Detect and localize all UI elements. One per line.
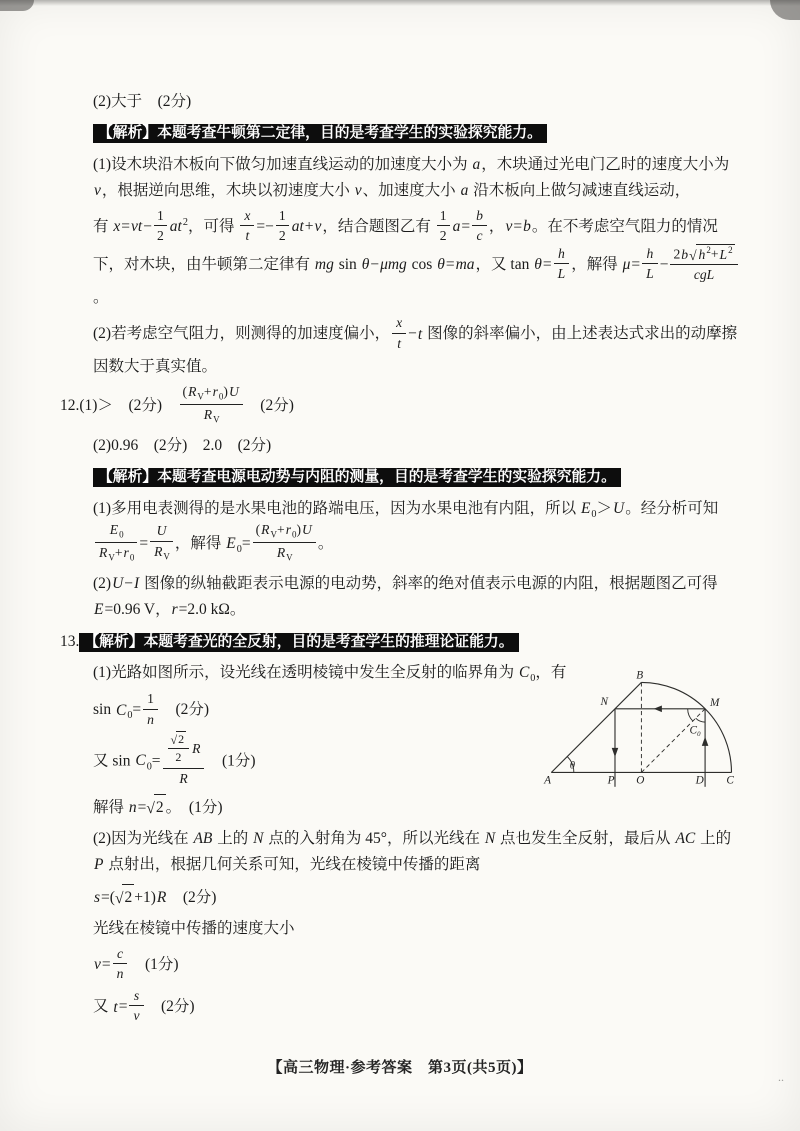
fraction: $\frac{(R_V+r_0)U}{R_V}$ (180, 383, 243, 426)
fraction: $\frac{s}{v}$ (129, 987, 143, 1024)
figure-label-C: C (726, 774, 734, 787)
answers-section-upper (0, 89, 742, 655)
figure-label-O: O (636, 774, 645, 787)
figure-label-N: N (600, 695, 608, 708)
figure-label-B: B (636, 669, 644, 682)
analysis-13-header: 13. 【解析】本题考查光的全反射，目的是考查学生的推理论证能力。 (60, 629, 742, 655)
analysis-11-header (93, 120, 742, 146)
analysis-13-part2: (2)因为光线在 AB 上的 N 点的入射角为 45°，所以光线在 N 点也发生全反射，最后从 AC 上的 P 点射出，根据几何关系可知，光线在棱镜中传播的距离 (93, 829, 732, 874)
figure-label-P: P (607, 774, 615, 787)
fraction: $\frac{x}{t}$ (392, 314, 406, 351)
sqrt-expression: √ $h^2+L^2$ (689, 245, 733, 264)
light-ray-path (615, 709, 705, 787)
angle-marks (567, 709, 705, 773)
prism-diagram-svg (543, 666, 748, 795)
page-footer (0, 1056, 800, 1077)
figure-label-theta: θ (569, 759, 576, 772)
fraction: $\frac{1}{2}$ (437, 207, 450, 244)
analysis-11-part1: (1)设木块沿木板向下做匀加速直线运动的加速度大小为 a，木块通过光电门乙时的速度大小为 v，根据逆向思维，木块以初速度大小 v、加速度大小 a 沿木板向上做匀减速直线运动， (93, 155, 730, 200)
formula-distance: s=(√2 +1)R (2分) (93, 884, 742, 911)
fraction: $\frac{√2}{2}$ R R (163, 733, 205, 787)
fraction: $\frac{√2}{2}$ (168, 731, 190, 765)
sqrt-expression: √2 (170, 731, 185, 747)
fraction: $\frac{U}{R_V}$ (150, 522, 173, 562)
figure-labels (543, 669, 734, 786)
fraction: $\frac{1}{n}$ (143, 690, 158, 727)
fraction: $\frac{h}{L}$ (642, 245, 658, 282)
fraction: $\frac{E_0}{R_V+r_0}$ (95, 521, 137, 564)
figure-label-D: D (695, 774, 704, 787)
analysis-12-part1: (1)多用电表测得的是水果电池的路端电压，因为水果电池有内阻，所以 $E_0>U$。经分析可知 $\frac{E_0}{R_V+r_0}$ = $\frac{U}{R_V}$ ，解得 $E_0=$ $\frac{(R_V+r_0)U}{R_V}$ 。 (93, 499, 719, 563)
fraction: $\frac{(R_V+r_0)U}{R_V}$ (253, 521, 316, 564)
analysis-12-part2: (2)U−I 图像的纵轴截距表示电源的电动势，斜率的绝对值表示电源的内阻，根据题图乙可得 E=0.96 V，r=2.0 kΩ。 (93, 574, 718, 619)
fraction: $\frac{1}{2}$ (276, 207, 289, 244)
scan-artifact-dots: .. (778, 1070, 784, 1084)
fraction: $\frac{1}{2}$ (154, 207, 167, 244)
fraction: $\frac{x}{t}$ (240, 207, 254, 244)
fraction: $\frac{b}{c}$ (472, 207, 487, 244)
formula-time: 又 t= $\frac{s}{v}$ (2分) (93, 988, 195, 1024)
text-speed-intro: 光线在棱镜中传播的速度大小 (93, 919, 295, 937)
analysis-11-formula: 有 x=vt− $\frac{1}{2}$ $at^2$，可得 $\frac{x}{t}$ =− $\frac{1}{2}$ at+v，结合题图乙有 $\frac{1}{2}$ a= $\frac{b}{c}$ ，v=b。在不考虑空气阻力的情况下，对木块，由牛顿第二定律有 mg sin θ−μmg cos θ=ma，又 tan θ= $\frac{h}{L}$ ，解得 μ= $\frac{h}{L}$ − $\frac{2b√ h^2+L^2}{\text{cgL}}$ 。 (93, 209, 742, 311)
sqrt-expression: √2 (146, 794, 165, 821)
fraction: $\frac{h}{L}$ (554, 245, 570, 282)
answer-12-1: 12.(1)＞ (2分) $\frac{(R_V+r_0)U}{R_V}$ (2分) (60, 383, 294, 425)
formula-speed: v= $\frac{c}{n}$ (1分) (94, 946, 179, 982)
figure-label-A: A (544, 774, 552, 787)
analysis-12-header (93, 464, 742, 490)
analysis-13-part1: (1)光路如图所示，设光线在透明棱镜中发生全反射的临界角为 $C_0$，有 (93, 663, 567, 685)
formula-critical-angle-geometry: 又 $\sin C_0=$ $\frac{√2}{2}$ R R (1分) (93, 731, 256, 786)
sqrt-expression: √2 (115, 884, 134, 911)
footer-text: 【高三物理·参考答案 第3页(共5页)】 (267, 1060, 533, 1076)
answer-11-2: (2)大于 (2分) (93, 93, 192, 110)
figure-label-C0: C₀ (689, 724, 701, 737)
optics-prism-diagram (543, 666, 748, 800)
fraction: $\frac{2b√ h^2+L^2}{\text{cgL}}$ (670, 244, 737, 283)
fraction: $\frac{c}{n}$ (113, 945, 128, 982)
analysis-highlight: 【解析】本题考查牛顿第二定律，目的是考查学生的实验探究能力。 (93, 124, 547, 143)
formula-index: 解得 n=√2 。 (1分) (93, 794, 742, 821)
analysis-highlight: 【解析】本题考查光的全反射，目的是考查学生的推理论证能力。 (79, 633, 518, 652)
figure-label-M: M (710, 696, 720, 709)
formula-critical-angle: $\sin C_0=$ $\frac{1}{n}$ (2分) (93, 691, 210, 727)
analysis-11-part2: (2)若考虑空气阻力，则测得的加速度偏小， $\frac{x}{t}$ −t 图像的斜率偏小，由上述表达式求出的动摩擦因数大于真实值。 (93, 315, 738, 375)
analysis-highlight: 【解析】本题考查电源电动势与内阻的测量，目的是考查学生的实验探究能力。 (93, 468, 621, 487)
answer-12-2: (2)0.96 (2分) 2.0 (2分) (93, 436, 272, 454)
